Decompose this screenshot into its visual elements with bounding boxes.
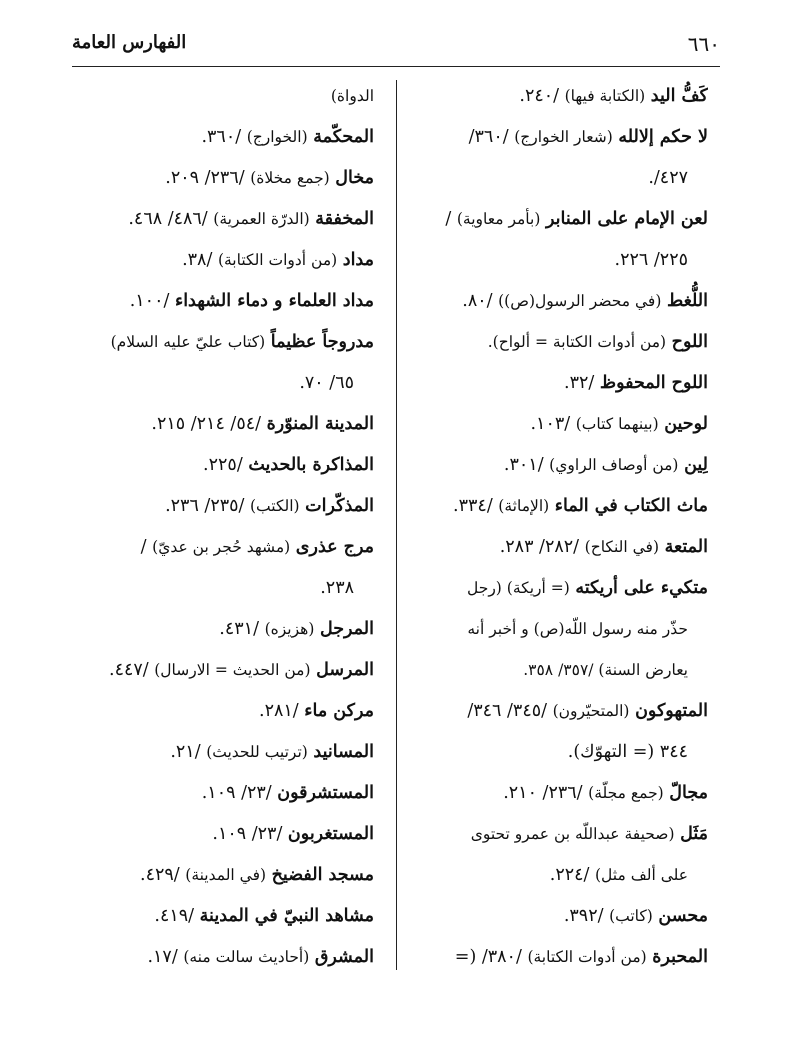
index-note: (الخوارج) xyxy=(246,128,308,146)
index-note: (شعار الخوارج) xyxy=(514,128,613,146)
index-pages: /٢٣٦/ ٢١٠. xyxy=(503,783,583,803)
index-entry xyxy=(408,281,708,322)
index-entry xyxy=(408,691,708,732)
index-entry xyxy=(408,855,708,896)
index-term: المرجل xyxy=(319,619,374,639)
index-column-left xyxy=(74,76,374,978)
index-pages: /٤١٩. xyxy=(154,906,195,926)
index-term: المتهوكون xyxy=(635,701,708,721)
index-pages: /١٠٣. xyxy=(530,414,571,434)
index-entry xyxy=(74,404,374,445)
index-term: لعن الإمام على المنابر xyxy=(545,209,708,229)
index-term: المتعة xyxy=(664,537,708,557)
index-note: (بأمر معاوية) xyxy=(456,210,541,228)
index-pages: /١٧. xyxy=(147,947,178,967)
index-note: يعارض السنة) /٣٥٧/ ٣٥٨. xyxy=(523,661,688,679)
index-pages: /٢٣٥/ ٢٣٦. xyxy=(165,496,245,516)
index-note: (أحاديث سالت منه) xyxy=(183,948,310,966)
index-pages: / xyxy=(445,209,452,229)
index-term: المخفقة xyxy=(315,209,374,229)
index-pages: /٤٣١. xyxy=(219,619,259,639)
index-term: لِين xyxy=(684,455,708,475)
index-entry xyxy=(74,732,374,773)
index-note: (في محضر الرسول(ص)) xyxy=(498,292,662,310)
index-pages: /٢٣/ ١٠٩. xyxy=(212,824,283,844)
index-pages: /٢٨٢/ ٢٨٣. xyxy=(499,537,580,557)
index-pages: ٦٥/ ٧٠. xyxy=(299,373,354,393)
index-note: حذّر منه رسول اللّه(ص) و أخبر أنه xyxy=(467,620,688,638)
index-note: (صحيفة عبداللّه بن عمرو تحتوى xyxy=(470,825,675,843)
index-term: المستشرقون xyxy=(277,783,374,803)
index-entry xyxy=(408,896,708,937)
index-column-right xyxy=(408,76,708,978)
index-note: (مشهد حُجر بن عديّ) xyxy=(152,538,291,556)
index-term: اللوح المحفوظ xyxy=(599,373,708,393)
index-note: (كاتب) xyxy=(609,907,653,925)
index-entry xyxy=(74,773,374,814)
index-pages: /٢٢٤. xyxy=(549,865,590,885)
index-note: (الكتب) xyxy=(250,497,300,515)
index-entry xyxy=(74,281,374,322)
index-pages: /٢٣٦/ ٢٠٩. xyxy=(165,168,245,188)
index-term: المستغربون xyxy=(287,824,374,844)
index-entry xyxy=(74,76,374,117)
index-term: مداد xyxy=(342,250,374,270)
index-entry xyxy=(408,814,708,855)
index-pages: /٤٨٦/ ٤٦٨. xyxy=(128,209,208,229)
index-entry xyxy=(74,527,374,568)
index-entry xyxy=(74,363,374,404)
index-note: (من الحديث = الارسال) xyxy=(154,661,311,679)
index-entry xyxy=(408,568,708,609)
index-note: (في النكاح) xyxy=(584,538,659,556)
page-number: ٦٦٠ xyxy=(687,32,720,56)
index-term: لا حكم إلالله xyxy=(618,127,708,147)
index-term: ماث الكتاب في الماء xyxy=(554,496,708,516)
index-term: متكيء على أريكته xyxy=(575,578,708,598)
index-entry xyxy=(74,896,374,937)
index-pages: ٢٣٨. xyxy=(320,578,354,598)
index-term: المحبرة xyxy=(652,947,708,967)
index-pages: /٣٠١. xyxy=(503,455,544,475)
index-term: مداد العلماء و دماء الشهداء xyxy=(174,291,374,311)
running-title: الفهارس العامة xyxy=(72,32,187,53)
index-note: (الإماثة) xyxy=(498,497,550,515)
index-pages: /٥٤/ ٢١٤/ ٢١٥. xyxy=(151,414,262,434)
index-entry xyxy=(408,937,708,978)
index-entry xyxy=(408,445,708,486)
index-pages: /٢٢٥. xyxy=(203,455,243,475)
index-term: اللُّغط xyxy=(666,291,708,311)
index-entry xyxy=(74,445,374,486)
index-note: (ترتيب للحديث) xyxy=(206,743,308,761)
index-entry xyxy=(408,199,708,240)
index-pages: /٣٤٥/ ٣٤٦/ xyxy=(467,701,548,721)
index-entry xyxy=(74,814,374,855)
index-note: (هزيزه) xyxy=(264,620,315,638)
index-note: على ألف مثل) xyxy=(595,866,688,884)
index-pages: /٤٢٩. xyxy=(140,865,180,885)
index-term: المذاكرة بالحديث xyxy=(248,455,374,475)
index-entry xyxy=(74,322,374,363)
index-entry xyxy=(74,855,374,896)
index-note: (من أدوات الكتابة = ألواح). xyxy=(487,333,667,351)
index-pages: /٢٤٠. xyxy=(519,86,560,106)
index-entry xyxy=(74,199,374,240)
index-pages: /٣٨٠/ (= xyxy=(454,947,522,967)
index-note: (بينهما كتاب) xyxy=(575,415,659,433)
index-note: الدواة) xyxy=(330,87,374,105)
page-header xyxy=(72,30,720,64)
index-entry xyxy=(408,363,708,404)
index-entry xyxy=(408,76,708,117)
index-note: (من أدوات الكتابة) xyxy=(217,251,338,269)
index-entry xyxy=(408,404,708,445)
index-entry xyxy=(74,568,374,609)
index-entry xyxy=(408,527,708,568)
index-term: مجالّ xyxy=(669,783,708,803)
index-pages: /٣٦٠. xyxy=(201,127,242,147)
index-pages: /٣٣٤. xyxy=(453,496,493,516)
index-note: (الدرّة العمرية) xyxy=(213,210,310,228)
index-pages: /٢٨١. xyxy=(259,701,299,721)
index-entry xyxy=(74,117,374,158)
index-pages: / xyxy=(140,537,147,557)
index-note: (في المدينة) xyxy=(185,866,267,884)
index-entry xyxy=(408,732,708,773)
index-pages: /٣٢. xyxy=(564,373,595,393)
index-term: المرسل xyxy=(316,660,374,680)
index-entry xyxy=(408,650,708,691)
index-note: (المتحيّرون) xyxy=(552,702,630,720)
index-entry xyxy=(408,486,708,527)
index-entry xyxy=(74,937,374,978)
index-pages: /٤٤٧. xyxy=(108,660,149,680)
index-term: المذكّرات xyxy=(305,496,374,516)
index-term: مرج عذرى xyxy=(295,537,374,557)
index-note: (من أدوات الكتابة) xyxy=(527,948,647,966)
index-note: (= أريكة) (رجل xyxy=(467,579,570,597)
index-entry xyxy=(74,240,374,281)
header-rule xyxy=(72,66,720,67)
index-term: مشاهد النبيّ في المدينة xyxy=(199,906,374,926)
index-pages: /٨٠. xyxy=(462,291,493,311)
index-note: (جمع مخلاة) xyxy=(250,169,330,187)
index-term: لوحين xyxy=(664,414,708,434)
index-note: (الكتابة فيها) xyxy=(564,87,646,105)
index-pages: /٣٩٢. xyxy=(563,906,604,926)
index-term: مخال xyxy=(335,168,374,188)
index-pages: /١٠٠. xyxy=(129,291,170,311)
column-divider xyxy=(396,80,397,970)
index-term: محسن xyxy=(658,906,708,926)
index-term: مَثَل xyxy=(680,824,708,844)
index-term: مسجد الفضيخ xyxy=(271,865,374,885)
index-pages: /٢١. xyxy=(170,742,201,762)
index-term: مركن ماء xyxy=(304,701,374,721)
index-pages: ٤٢٧/. xyxy=(648,168,688,188)
index-entry xyxy=(408,322,708,363)
index-pages: ٣٤٤ (= التهوّك). xyxy=(567,742,688,762)
index-term: المدينة المنوّرة xyxy=(266,414,374,434)
index-entry xyxy=(74,691,374,732)
index-term: المحكّمة xyxy=(313,127,374,147)
index-entry xyxy=(408,158,708,199)
index-term: اللوح xyxy=(671,332,708,352)
index-entry xyxy=(408,609,708,650)
index-pages: ٢٢٥/ ٢٢٦. xyxy=(614,250,688,270)
index-entry xyxy=(74,650,374,691)
index-pages: /٣٦٠/ xyxy=(468,127,509,147)
index-term: كَفُّ اليد xyxy=(650,86,708,106)
index-note: (جمع مجلّة) xyxy=(588,784,664,802)
index-entry xyxy=(408,773,708,814)
index-entry xyxy=(74,158,374,199)
index-term: مدروجاً عظيماً xyxy=(270,332,374,352)
index-term: المشرق xyxy=(314,947,374,967)
index-entry xyxy=(74,486,374,527)
index-term: المسانيد xyxy=(313,742,374,762)
index-pages: /٣٨. xyxy=(182,250,213,270)
index-note: (كتاب عليّ عليه السلام) xyxy=(110,333,266,351)
index-entry xyxy=(74,609,374,650)
index-entry xyxy=(408,240,708,281)
index-pages: /٢٣/ ١٠٩. xyxy=(201,783,272,803)
index-entry xyxy=(408,117,708,158)
index-note: (من أوصاف الراوي) xyxy=(549,456,679,474)
